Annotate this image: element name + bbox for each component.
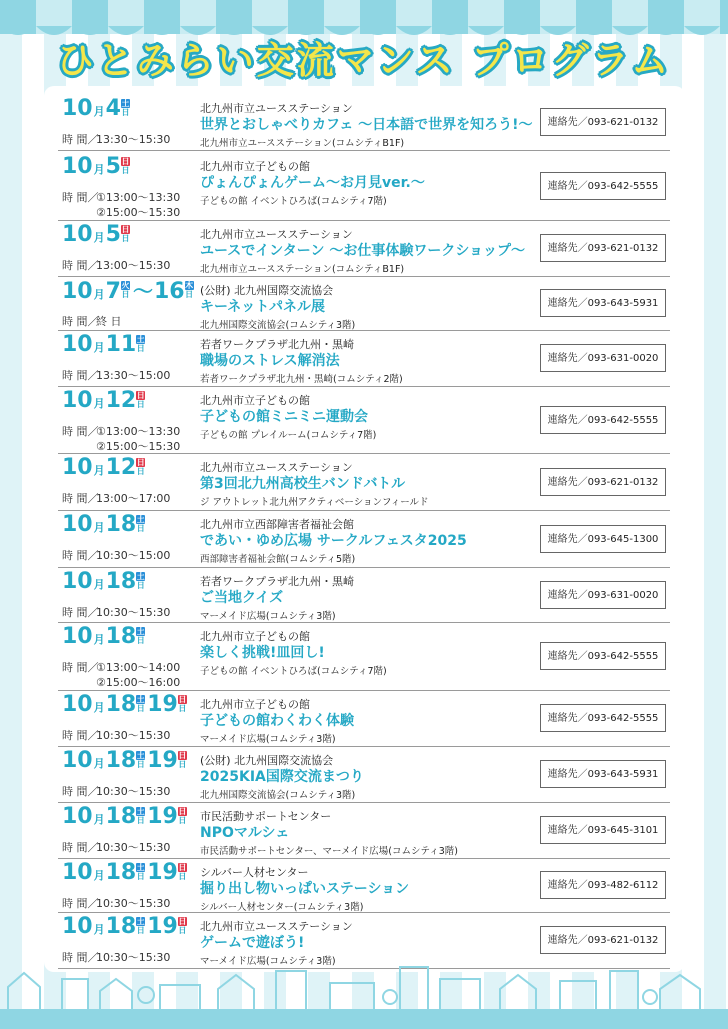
event-date (62, 748, 189, 774)
event-row (58, 220, 670, 277)
page-title: ひとみらい交流マンス プログラム (56, 39, 672, 82)
event-title: ゲームで遊ぼう! (200, 935, 305, 951)
weekday-badge (121, 281, 130, 299)
contact-phone: 093-645-1300 (587, 534, 659, 545)
date-month-unit: 月 (93, 105, 105, 118)
event-title: NPOマルシェ (200, 825, 290, 841)
date-range-separator: 〜 (132, 279, 153, 303)
event-title: 職場のストレス解消法 (200, 353, 340, 369)
contact-box (540, 581, 666, 609)
weekday-badge (178, 807, 187, 825)
date-day: 19 (147, 748, 178, 773)
city-skyline-decoration (0, 965, 728, 1029)
event-venue: ジ アウトレット北九州アクティベーションフィールド (200, 497, 429, 508)
weekday-badge (136, 391, 145, 409)
event-row (58, 567, 670, 623)
time-label: 時 間／ (62, 785, 99, 798)
date-month-unit: 月 (93, 231, 105, 244)
event-date (62, 388, 147, 414)
event-title: 子どもの館ミニミニ運動会 (200, 409, 368, 425)
weekday-name: 日 (178, 917, 187, 926)
weekday-badge (121, 99, 130, 117)
date-day: 18 (105, 512, 137, 537)
contact-label: 連絡先／ (547, 353, 588, 364)
time-value: 10:30〜15:30 (96, 951, 171, 964)
contact-phone: 093-645-3101 (587, 825, 659, 836)
weekday-badge (178, 695, 187, 713)
time-value: 10:30〜15:30 (96, 897, 171, 910)
event-date (62, 860, 189, 886)
time-value: ②15:00〜15:30 (96, 206, 181, 219)
event-date (62, 569, 147, 595)
weekday-badge (136, 863, 145, 881)
time-label: 時 間／ (62, 951, 99, 964)
contact-box (540, 871, 666, 899)
date-month-unit: 月 (93, 464, 105, 477)
event-venue: 北九州市立ユースステーション(コムシティB1F) (200, 138, 405, 149)
event-row (58, 690, 670, 747)
date-month: 10 (62, 914, 93, 939)
weekday-badge (136, 515, 145, 533)
time-label: 時 間／ (62, 425, 99, 438)
date-day: 19 (147, 804, 178, 829)
time-value: ②15:00〜16:00 (96, 676, 181, 689)
event-organizer: 北九州市立子どもの館 (200, 630, 310, 643)
date-month-unit: 月 (93, 923, 105, 936)
contact-phone: 093-643-5931 (587, 298, 659, 309)
event-organizer: (公財) 北九州国際交流協会 (200, 754, 334, 767)
event-organizer: 北九州市立子どもの館 (200, 698, 310, 711)
contact-phone: 093-621-0132 (587, 477, 659, 488)
event-date (62, 624, 147, 650)
contact-box (540, 525, 666, 553)
event-row (58, 152, 670, 221)
weekday-name: 土 (136, 863, 145, 872)
weekday-badge (185, 281, 194, 299)
date-month: 10 (62, 569, 93, 594)
event-venue: 北九州市立ユースステーション(コムシティB1F) (200, 264, 405, 275)
weekday-name: 土 (136, 572, 145, 581)
date-month-unit: 月 (93, 813, 105, 826)
event-title: 第3回北九州高校生バンドバトル (200, 476, 406, 492)
event-venue: 子どもの館 イベントひろば(コムシティ7階) (200, 666, 387, 677)
time-value: 13:30〜15:00 (96, 369, 171, 382)
date-day: 11 (105, 332, 137, 357)
contact-phone: 093-642-5555 (587, 415, 659, 426)
contact-label: 連絡先／ (547, 769, 588, 780)
time-value: 13:30〜15:30 (96, 133, 171, 146)
weekday-badge (136, 917, 145, 935)
contact-label: 連絡先／ (547, 181, 588, 192)
event-title: ユースでインターン 〜お仕事体験ワークショップ〜 (200, 243, 526, 259)
time-label: 時 間／ (62, 133, 99, 146)
weekday-unit: 日 (185, 290, 194, 299)
date-month: 10 (62, 692, 93, 717)
weekday-name: 日 (136, 458, 145, 467)
contact-label: 連絡先／ (547, 825, 588, 836)
weekday-name: 日 (178, 807, 187, 816)
event-title: ご当地クイズ (200, 590, 284, 606)
date-day: 18 (105, 914, 137, 939)
date-day: 5 (105, 222, 121, 247)
event-organizer: 若者ワークプラザ北九州・黒崎 (200, 338, 354, 351)
weekday-unit: 日 (136, 467, 145, 476)
weekday-unit: 日 (178, 704, 187, 713)
contact-label: 連絡先／ (547, 298, 588, 309)
date-month-unit: 月 (93, 288, 105, 301)
contact-box (540, 406, 666, 434)
weekday-badge (121, 157, 130, 175)
event-title: 掘り出し物いっぱいステーション (200, 881, 410, 897)
weekday-unit: 日 (136, 524, 145, 533)
time-value: 10:30〜15:30 (96, 606, 171, 619)
event-venue: 若者ワークプラザ北九州・黒崎(コムシティ2階) (200, 374, 403, 385)
date-month-unit: 月 (93, 341, 105, 354)
event-date (62, 222, 132, 248)
time-value: 終 日 (96, 315, 122, 328)
weekday-name: 土 (136, 807, 145, 816)
event-title: 世界とおしゃべりカフェ 〜日本語で世界を知ろう!〜 (200, 117, 533, 133)
event-venue: シルバー人材センター(コムシティ3階) (200, 902, 364, 913)
contact-label: 連絡先／ (547, 590, 588, 601)
date-day: 16 (153, 279, 185, 304)
event-date (62, 512, 147, 538)
contact-phone: 093-621-0132 (587, 243, 659, 254)
weekday-badge (121, 225, 130, 243)
contact-box (540, 926, 666, 954)
contact-box (540, 234, 666, 262)
event-row (58, 912, 670, 969)
contact-box (540, 760, 666, 788)
contact-box (540, 172, 666, 200)
date-day: 18 (105, 748, 137, 773)
weekday-badge (178, 917, 187, 935)
event-organizer: (公財) 北九州国際交流協会 (200, 284, 334, 297)
time-label: 時 間／ (62, 191, 99, 204)
event-organizer: 北九州市立西部障害者福祉会館 (200, 518, 354, 531)
weekday-unit: 日 (136, 400, 145, 409)
weekday-badge (136, 572, 145, 590)
time-label: 時 間／ (62, 549, 99, 562)
date-day: 18 (105, 692, 137, 717)
event-date (62, 914, 189, 940)
contact-box (540, 704, 666, 732)
event-date (62, 692, 189, 718)
contact-label: 連絡先／ (547, 477, 588, 488)
date-month-unit: 月 (93, 578, 105, 591)
date-month-unit: 月 (93, 757, 105, 770)
contact-label: 連絡先／ (547, 117, 588, 128)
contact-phone: 093-642-5555 (587, 651, 659, 662)
date-month: 10 (62, 388, 93, 413)
event-title: 楽しく挑戦!皿回し! (200, 645, 325, 661)
contact-box (540, 468, 666, 496)
date-month: 10 (62, 624, 93, 649)
time-label: 時 間／ (62, 492, 99, 505)
weekday-unit: 日 (178, 760, 187, 769)
weekday-unit: 日 (136, 581, 145, 590)
time-label: 時 間／ (62, 606, 99, 619)
contact-phone: 093-621-0132 (587, 117, 659, 128)
date-day: 18 (105, 860, 137, 885)
event-row (58, 386, 670, 454)
event-title: ぴょんぴょんゲーム〜お月見ver.〜 (200, 175, 425, 191)
event-venue: マーメイド広場(コムシティ3階) (200, 956, 336, 967)
contact-phone: 093-642-5555 (587, 181, 659, 192)
time-value: ①13:00〜13:30 (96, 191, 181, 204)
event-row (58, 330, 670, 387)
time-label: 時 間／ (62, 841, 99, 854)
contact-phone: 093-482-6112 (587, 880, 659, 891)
event-organizer: 北九州市立ユースステーション (200, 461, 353, 474)
date-month: 10 (62, 332, 93, 357)
date-day: 12 (105, 388, 137, 413)
date-month: 10 (62, 279, 93, 304)
event-organizer: 北九州市立子どもの館 (200, 394, 310, 407)
weekday-name: 日 (136, 391, 145, 400)
date-day: 19 (147, 692, 178, 717)
time-label: 時 間／ (62, 259, 99, 272)
weekday-name: 火 (121, 281, 130, 290)
time-value: 13:00〜15:30 (96, 259, 171, 272)
event-date (62, 154, 132, 180)
weekday-unit: 日 (121, 290, 130, 299)
time-label: 時 間／ (62, 315, 99, 328)
time-label: 時 間／ (62, 729, 99, 742)
event-title: キーネットパネル展 (200, 299, 326, 315)
weekday-badge (136, 627, 145, 645)
time-value: 10:30〜15:00 (96, 549, 171, 562)
event-title: 子どもの館わくわく体験 (200, 713, 354, 729)
contact-phone: 093-621-0132 (587, 935, 659, 946)
contact-label: 連絡先／ (547, 651, 588, 662)
event-venue: 北九州国際交流協会(コムシティ3階) (200, 320, 356, 331)
event-venue: マーメイド広場(コムシティ3階) (200, 734, 336, 745)
date-month: 10 (62, 748, 93, 773)
weekday-unit: 日 (136, 760, 145, 769)
contact-label: 連絡先／ (547, 880, 588, 891)
date-month-unit: 月 (93, 397, 105, 410)
event-organizer: 北九州市立ユースステーション (200, 920, 353, 933)
weekday-name: 日 (121, 157, 130, 166)
date-month: 10 (62, 154, 93, 179)
contact-box (540, 289, 666, 317)
weekday-badge (136, 695, 145, 713)
event-organizer: 北九州市立ユースステーション (200, 102, 353, 115)
contact-phone: 093-643-5931 (587, 769, 659, 780)
weekday-name: 土 (136, 335, 145, 344)
time-value: 10:30〜15:30 (96, 729, 171, 742)
weekday-name: 土 (121, 99, 130, 108)
weekday-badge (136, 751, 145, 769)
event-date (62, 804, 189, 830)
weekday-name: 日 (178, 751, 187, 760)
contact-label: 連絡先／ (547, 415, 588, 426)
event-venue: 北九州国際交流協会(コムシティ3階) (200, 790, 356, 801)
date-month-unit: 月 (93, 163, 105, 176)
date-month-unit: 月 (93, 869, 105, 882)
time-label: 時 間／ (62, 661, 99, 674)
time-value: 13:00〜17:00 (96, 492, 171, 505)
event-row (58, 746, 670, 803)
contact-box (540, 344, 666, 372)
weekday-unit: 日 (121, 166, 130, 175)
event-date (62, 455, 147, 481)
date-month: 10 (62, 222, 93, 247)
event-row (58, 622, 670, 691)
weekday-name: 日 (178, 695, 187, 704)
time-value: 10:30〜15:30 (96, 841, 171, 854)
date-month-unit: 月 (93, 633, 105, 646)
event-venue: 子どもの館 プレイルーム(コムシティ7階) (200, 430, 377, 441)
event-row (58, 276, 670, 331)
weekday-unit: 日 (121, 234, 130, 243)
time-value: ①13:00〜14:00 (96, 661, 181, 674)
weekday-unit: 日 (178, 926, 187, 935)
weekday-unit: 日 (136, 344, 145, 353)
weekday-name: 土 (136, 751, 145, 760)
weekday-name: 土 (136, 515, 145, 524)
date-day: 4 (105, 96, 121, 121)
weekday-badge (178, 863, 187, 881)
date-day: 12 (105, 455, 137, 480)
weekday-unit: 日 (136, 704, 145, 713)
weekday-unit: 日 (136, 636, 145, 645)
date-month: 10 (62, 96, 93, 121)
weekday-name: 木 (185, 281, 194, 290)
weekday-unit: 日 (178, 816, 187, 825)
weekday-unit: 日 (136, 926, 145, 935)
contact-box (540, 816, 666, 844)
event-venue: 市民活動サポートセンター、マーメイド広場(コムシティ3階) (200, 846, 458, 857)
contact-box (540, 642, 666, 670)
contact-phone: 093-631-0020 (587, 590, 659, 601)
event-title: 2025KIA国際交流まつり (200, 769, 364, 785)
event-organizer: 北九州市立ユースステーション (200, 228, 353, 241)
weekday-name: 日 (121, 225, 130, 234)
contact-phone: 093-631-0020 (587, 353, 659, 364)
event-venue: 子どもの館 イベントひろば(コムシティ7階) (200, 196, 387, 207)
weekday-unit: 日 (178, 872, 187, 881)
time-value: 10:30〜15:30 (96, 785, 171, 798)
date-month: 10 (62, 860, 93, 885)
date-month: 10 (62, 804, 93, 829)
time-label: 時 間／ (62, 369, 99, 382)
date-month: 10 (62, 512, 93, 537)
contact-phone: 093-642-5555 (587, 713, 659, 724)
date-day: 7 (105, 279, 121, 304)
event-row (58, 94, 670, 151)
weekday-name: 土 (136, 695, 145, 704)
weekday-unit: 日 (136, 816, 145, 825)
contact-label: 連絡先／ (547, 243, 588, 254)
event-row (58, 858, 670, 913)
weekday-badge (178, 751, 187, 769)
event-date (62, 332, 147, 358)
event-row (58, 510, 670, 568)
time-value: ①13:00〜13:30 (96, 425, 181, 438)
event-date (62, 96, 132, 122)
date-day: 18 (105, 569, 137, 594)
date-month-unit: 月 (93, 701, 105, 714)
weekday-badge (136, 807, 145, 825)
event-row (58, 802, 670, 859)
contact-label: 連絡先／ (547, 935, 588, 946)
weekday-badge (136, 335, 145, 353)
date-day: 18 (105, 624, 137, 649)
weekday-name: 日 (178, 863, 187, 872)
contact-label: 連絡先／ (547, 713, 588, 724)
time-label: 時 間／ (62, 897, 99, 910)
date-month-unit: 月 (93, 521, 105, 534)
date-day: 19 (147, 860, 178, 885)
date-day: 19 (147, 914, 178, 939)
weekday-name: 土 (136, 917, 145, 926)
event-title: であい・ゆめ広場 サークルフェスタ2025 (200, 533, 467, 549)
weekday-badge (136, 458, 145, 476)
event-venue: 西部障害者福祉会館(コムシティ5階) (200, 554, 356, 565)
contact-label: 連絡先／ (547, 534, 588, 545)
date-month: 10 (62, 455, 93, 480)
event-date (62, 278, 196, 304)
event-organizer: 若者ワークプラザ北九州・黒崎 (200, 575, 354, 588)
weekday-unit: 日 (121, 108, 130, 117)
time-value: ②15:00〜15:30 (96, 440, 181, 453)
weekday-name: 土 (136, 627, 145, 636)
event-organizer: シルバー人材センター (200, 866, 309, 879)
event-organizer: 北九州市立子どもの館 (200, 160, 310, 173)
contact-box (540, 108, 666, 136)
event-organizer: 市民活動サポートセンター (200, 810, 332, 823)
date-day: 5 (105, 154, 121, 179)
date-day: 18 (105, 804, 137, 829)
event-venue: マーメイド広場(コムシティ3階) (200, 611, 336, 622)
event-row (58, 453, 670, 511)
weekday-unit: 日 (136, 872, 145, 881)
